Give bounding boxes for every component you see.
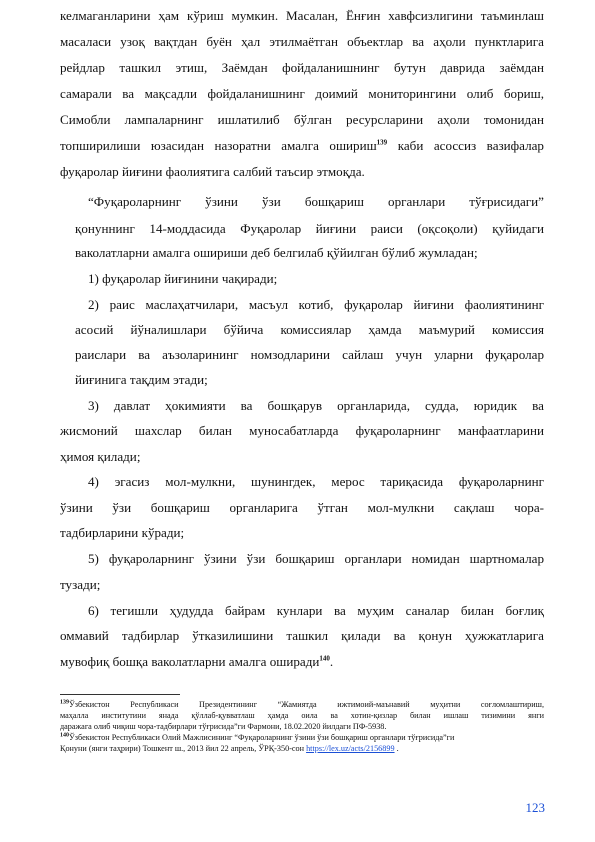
- body-text: .: [329, 654, 334, 669]
- body-line: тадбирларини кўради;: [60, 525, 185, 540]
- body-line: рейдлар ташкил этиш, Заёмдан фойдаланишнинг бутун даврида заёмдан: [60, 60, 544, 75]
- body-text: мувофиқ бошқа ваколатларни амалга оширади: [60, 654, 320, 669]
- list-item-2: 2) раис маслаҳатчилари, масъул котиб, фуқаролар йиғини фаолиятининг: [88, 297, 544, 312]
- footnote-ref-140[interactable]: 140: [319, 654, 330, 663]
- body-line: ҳимоя қилади;: [60, 449, 141, 464]
- body-line: Симобли лампаларнинг ишлатилиб бўлган ресурсларини аҳоли томонидан: [60, 112, 544, 127]
- body-line: раислари ва аъзоларининг номзодларини сайлаш учун уларни фуқаролар: [75, 347, 544, 362]
- list-item-4: 4) эгасиз мол-мулкни, шунингдек, мерос тариқасида фуқароларнинг: [88, 474, 544, 489]
- body-text: каби асоссиз вазифалар: [387, 138, 544, 153]
- footnote-line: [60, 744, 544, 754]
- footnote-text: .: [394, 744, 399, 753]
- body-line: [60, 138, 544, 153]
- footnote-ref-139[interactable]: 139: [376, 138, 388, 147]
- footnote-separator: [60, 694, 180, 695]
- footnote-140: [60, 733, 544, 743]
- list-item-5: 5) фуқароларнинг ўзини ўзи бошқариш органлари номидан шартномалар: [88, 551, 544, 566]
- footnote-text: Қонуни (янги таҳрири) Тошкент ш., 2013 йил 22 апрель, ЎРҚ-350-сон: [60, 744, 307, 753]
- body-line: оммавий тадбирлар ўтказилишини ташкил қилади ва қонун ҳужжатларига: [60, 628, 544, 643]
- body-line: масаласи узоқ вақтдан буён ҳал этилмаётган объектлар ва аҳоли пунктларига: [60, 34, 544, 49]
- body-line: жисмоний шахслар билан муносабатларда фуқароларнинг манфаатларини: [60, 423, 544, 438]
- body-line: “Фуқароларнинг ўзини ўзи бошқариш органлари тўғрисидаги”: [88, 194, 544, 209]
- footnote-mark-139: 139: [60, 699, 69, 706]
- footnote-139: [60, 700, 544, 710]
- body-line: асосий йўналишлари бўйича комиссиялар ҳамда маъмурий комиссия: [75, 322, 544, 337]
- footnote-line: маҳалла институтини янада қўллаб-қувватлаш ҳамда оила ва хотин-қизлар билан ишлаш тизимини янги: [60, 711, 544, 720]
- body-line: келмаганларини ҳам кўриш мумкин. Масалан, Ёнғин хавфсизлигини таъминлаш: [60, 8, 544, 23]
- footnote-line: даражага олиб чиқиш чора-тадбирлари тўғрисида”ги Фармони, 18.02.2020 йилдаги ПФ-5938.: [60, 722, 387, 731]
- footnote-link[interactable]: https://lex.uz/acts/2156899: [306, 744, 395, 753]
- body-line: қонуннинг 14-моддасида Фуқаролар йиғини раиси (оқсоқоли) қуйидаги: [75, 221, 544, 236]
- footnote-text: Ўзбекистон Республикаси Президентининг “Жамиятда ижтимоий-маънавий муҳитни соғломлаштириш,: [69, 700, 544, 709]
- body-line: [60, 654, 544, 669]
- body-line: самарали ва мақсадли фойдаланишнинг доимий мониторингини олиб бориш,: [60, 86, 544, 101]
- body-line: фуқаролар йиғини фаолиятига салбий таъсир этмоқда.: [60, 164, 365, 179]
- body-line: тузади;: [60, 577, 101, 592]
- body-line: ваколатларни амалга ошириши деб белгилаб қўйилган бўлиб жумладан;: [75, 245, 478, 260]
- body-line: ўзини ўзи бошқариш органларига ўтган мол-мулкни сақлаш чора-: [60, 500, 544, 515]
- list-item-3: 3) давлат ҳокимияти ва бошқарув органларида, судда, юридик ва: [88, 398, 544, 413]
- footnote-mark-140: 140: [60, 732, 69, 739]
- list-item-6: 6) тегишли ҳудудда байрам кунлари ва муҳим саналар билан боғлиқ: [88, 603, 544, 618]
- list-item-1: 1) фуқаролар йиғинини чақиради;: [88, 271, 278, 286]
- body-line: йиғинига тақдим этади;: [75, 372, 208, 387]
- body-text: топширилиши юзасидан назоратни амалга ошириш: [60, 138, 377, 153]
- footnote-text: Ўзбекистон Республикаси Олий Мажлисининг “Фуқароларнинг ўзини ўзи бошқариш органлари тўғрисида”ги: [69, 733, 455, 742]
- page-number: 123: [525, 800, 545, 815]
